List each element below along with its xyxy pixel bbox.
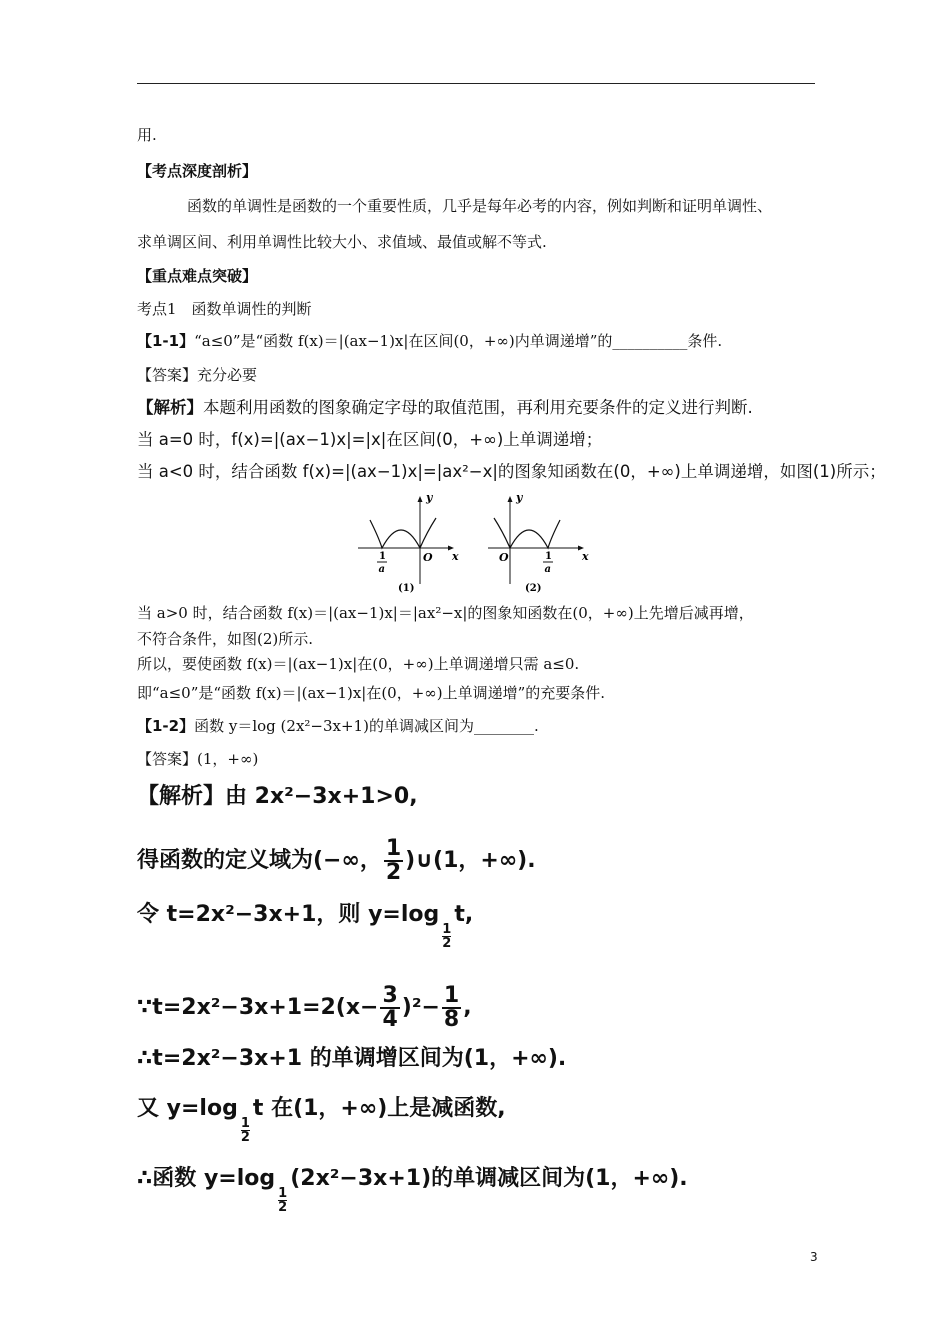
solution-step xyxy=(137,985,472,1031)
fraction-denominator: 2 xyxy=(240,1130,250,1145)
graph-caption: (2) xyxy=(525,583,542,594)
answer-1: 【答案】充分必要 xyxy=(137,366,258,384)
question-text: 函数 y＝log (2x²−3x+1)的单调减区间为________. xyxy=(194,717,539,735)
solution-step xyxy=(137,838,536,884)
tick-numerator: 1 xyxy=(379,551,386,562)
curve xyxy=(370,518,436,548)
header-rule xyxy=(137,83,815,84)
step-text: ∵t=2x²−3x+1=2(x− xyxy=(137,995,379,1020)
paragraph-line: 函数的单调性是函数的一个重要性质，几乎是每年必考的内容，例如判断和证明单调性、 xyxy=(187,197,773,215)
curve xyxy=(494,518,560,548)
y-label: y xyxy=(516,492,523,504)
fraction-numerator: 1 xyxy=(442,922,452,937)
solution-step xyxy=(137,1164,688,1214)
fraction-numerator: 1 xyxy=(240,1116,250,1131)
solution-line: 当 a=0 时，f(x)=|(ax−1)x|=|x|在区间(0，+∞)上单调递增； xyxy=(137,430,603,449)
step-text: (2x²−3x+1)的单调减区间为(1，+∞). xyxy=(290,1166,688,1191)
topic-title: 考点1 函数单调性的判断 xyxy=(137,300,312,318)
step-text: 得函数的定义域为(−∞， xyxy=(137,848,382,873)
fraction-denominator: 2 xyxy=(442,936,452,951)
tick-denominator: a xyxy=(544,564,551,575)
step-text: t, xyxy=(454,902,474,927)
step-text: 令 t=2x²−3x+1，则 y=log xyxy=(137,902,440,927)
function-graphs-figure xyxy=(352,492,592,596)
x-label: x xyxy=(452,550,459,563)
step-text: )²− xyxy=(401,995,440,1020)
solution-tag: 【解析】 xyxy=(137,398,203,417)
step-text: )∪(1，+∞). xyxy=(405,848,536,873)
fraction xyxy=(384,838,403,884)
fraction-numerator: 1 xyxy=(443,983,460,1008)
step-text: , xyxy=(463,995,472,1020)
graph-caption: (1) xyxy=(398,583,415,594)
solution-step: 【解析】由 2x²−3x+1>0, xyxy=(137,784,418,809)
tick-numerator: 1 xyxy=(545,551,552,562)
question-tag: 【1-1】 xyxy=(137,332,195,350)
fraction-denominator: 2 xyxy=(385,860,402,885)
graph-1 xyxy=(358,492,459,594)
fraction-denominator: 8 xyxy=(443,1007,460,1032)
solution-line: 当 a<0 时，结合函数 f(x)=|(ax−1)x|=|ax²−x|的图象知函数在(0，+∞)上单调递增，如图(1)所示； xyxy=(137,462,886,481)
solution-line: 即“a≤0”是“函数 f(x)＝|(ax−1)x|在(0，+∞)上单调递增”的充要条件. xyxy=(137,684,606,702)
fraction xyxy=(380,985,399,1031)
question-1-1 xyxy=(137,331,722,351)
fraction-numerator: 1 xyxy=(385,836,402,861)
y-axis-arrow xyxy=(508,496,513,502)
paragraph-line: 求单调区间、利用单调性比较大小、求值域、最值或解不等式. xyxy=(137,233,547,251)
fraction-denominator: 2 xyxy=(278,1200,288,1215)
solution-line: 不符合条件，如图(2)所示. xyxy=(137,630,314,648)
solution-step xyxy=(137,900,473,950)
page-number: 3 xyxy=(810,1250,818,1264)
origin-label: O xyxy=(499,551,509,564)
log-base-fraction xyxy=(241,1117,250,1144)
tick-denominator: a xyxy=(378,564,385,575)
fraction-numerator: 3 xyxy=(382,983,398,1008)
answer-2: 【答案】(1，+∞) xyxy=(137,750,259,768)
solution-text: 本题利用函数的图象确定字母的取值范围，再利用充要条件的定义进行判断. xyxy=(203,398,753,417)
y-axis-arrow xyxy=(418,496,423,502)
step-text: t 在(1，+∞)上是减函数, xyxy=(252,1096,506,1121)
question-text: “a≤0”是“函数 f(x)＝|(ax−1)x|在区间(0，+∞)内单调递增”的__________条件. xyxy=(194,332,723,350)
step-text: 又 y=log xyxy=(137,1096,238,1121)
section-heading-key: 【重点难点突破】 xyxy=(137,267,258,285)
text-line: 用. xyxy=(137,126,157,144)
question-tag: 【1-2】 xyxy=(137,717,195,735)
solution-step xyxy=(137,1094,506,1144)
solution-step: ∴t=2x²−3x+1 的单调增区间为(1，+∞). xyxy=(137,1046,567,1071)
solution-line: 当 a>0 时，结合函数 f(x)＝|(ax−1)x|＝|ax²−x|的图象知函数在(0，+∞)上先增后减再增， xyxy=(137,604,754,622)
y-label: y xyxy=(426,492,433,504)
solution-line: 所以，要使函数 f(x)＝|(ax−1)x|在(0，+∞)上单调递增只需 a≤0. xyxy=(137,655,580,673)
graph-2 xyxy=(488,492,589,594)
fraction-denominator: 4 xyxy=(382,1007,398,1032)
origin-label: O xyxy=(423,551,433,564)
fraction xyxy=(442,985,461,1031)
log-base-fraction xyxy=(278,1187,287,1214)
log-base-fraction xyxy=(442,923,451,950)
step-text: ∴函数 y=log xyxy=(137,1166,276,1191)
section-heading-analysis: 【考点深度剖析】 xyxy=(137,162,258,180)
solution-intro xyxy=(137,398,753,418)
x-label: x xyxy=(582,550,589,563)
fraction-numerator: 1 xyxy=(278,1186,288,1201)
question-1-2 xyxy=(137,716,539,736)
